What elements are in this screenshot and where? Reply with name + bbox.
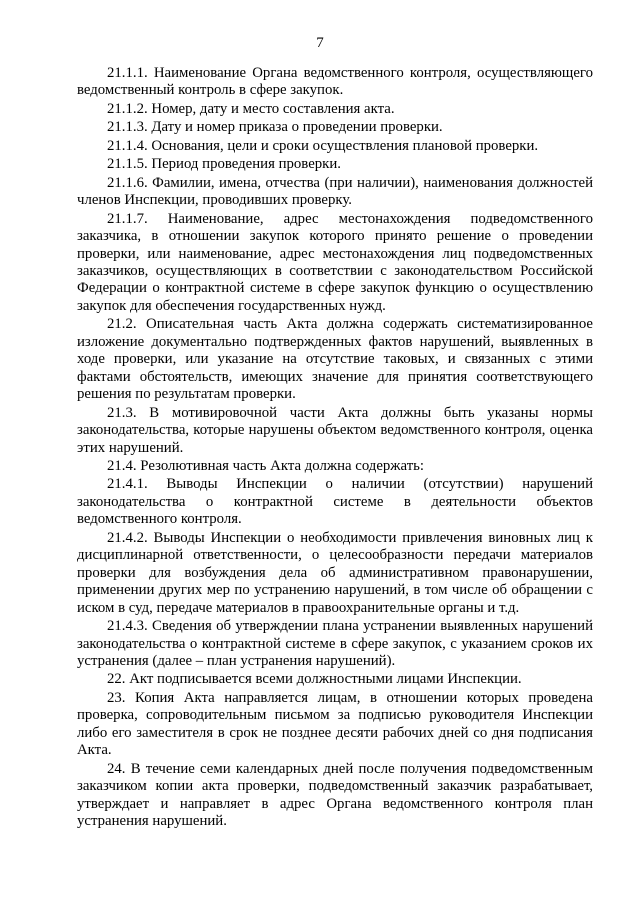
paragraph-21-1-4: 21.1.4. Основания, цели и сроки осуществления плановой проверки.	[107, 137, 539, 154]
paragraph-21-1-7: 21.1.7. Наименование, адрес местонахождения подведомственного заказчика, в отношении закупок которого принято решение о проведении проверки, или наименование, адрес местонахождения лиц подведомственных заказчиков, осуществляющих в соответствии с законодательством Российской Федерации о контрактной системе в сфере закупок функцию о осуществлению закупок для обеспечения государственных нужд.	[77, 210, 593, 314]
paragraph-22: 22. Акт подписывается всеми должностными лицами Инспекции.	[107, 671, 522, 688]
paragraph-21-2: 21.2. Описательная часть Акта должна содержать систематизированное изложение документально подтвержденных фактов нарушений, выявленных в ходе проверки, или указание на отсутствие таковых, и связанных с этими фактами обстоятельств, имеющих значение для принятия соответствующего решения по результатам проверки.	[77, 316, 593, 403]
document-body	[77, 65, 593, 831]
paragraph-24: 24. В течение семи календарных дней после получения подведомственным заказчиком копии акта проверки, подведомственный заказчик разрабатывает, утверждает и направляет в адрес Органа ведомственного контроля план устранения нарушений.	[77, 760, 593, 830]
paragraph-21-3: 21.3. В мотивировочной части Акта должны быть указаны нормы законодательства, которые нарушены объектом ведомственного контроля, оценка этих нарушений.	[77, 404, 593, 456]
paragraph-21-1-2: 21.1.2. Номер, дату и место составления акта.	[107, 100, 395, 117]
paragraph-23: 23. Копия Акта направляется лицам, в отношении которых проведена проверка, сопроводительным письмом за подписью руководителя Инспекции либо его заместителя в срок не позднее десяти рабочих дней со дня подписания Акта.	[77, 689, 593, 759]
paragraph-21-4-2: 21.4.2. Выводы Инспекции о необходимости привлечения виновных лиц к дисциплинарной ответственности, о целесообразности передачи материалов проверки для возбуждения дела об административном правонарушении, применении других мер по устранению нарушений, в том числе об обращении с иском в суд, передаче материалов в правоохранительные органы и т.д.	[77, 529, 593, 616]
paragraph-21-1-1: 21.1.1. Наименование Органа ведомственного контроля, осуществляющего ведомственный контроль в сфере закупок.	[77, 65, 593, 99]
paragraph-21-1-5: 21.1.5. Период проведения проверки.	[107, 156, 341, 173]
paragraph-21-1-6: 21.1.6. Фамилии, имена, отчества (при наличии), наименования должностей членов Инспекции, проводивших проверку.	[77, 174, 593, 209]
page-number: 7	[316, 35, 324, 51]
paragraph-21-1-3: 21.1.3. Дату и номер приказа о проведении проверки.	[107, 119, 443, 136]
paragraph-21-4: 21.4. Резолютивная часть Акта должна содержать:	[107, 457, 425, 474]
paragraph-21-4-1: 21.4.1. Выводы Инспекции о наличии (отсутствии) нарушений законодательства о контрактной системе в деятельности объектов ведомственного контроля.	[77, 476, 593, 528]
paragraph-21-4-3: 21.4.3. Сведения об утверждении плана устранении выявленных нарушений законодательства о контрактной системе в сфере закупок, с указанием сроков их устранения (далее – план устранения нарушений).	[77, 618, 593, 669]
